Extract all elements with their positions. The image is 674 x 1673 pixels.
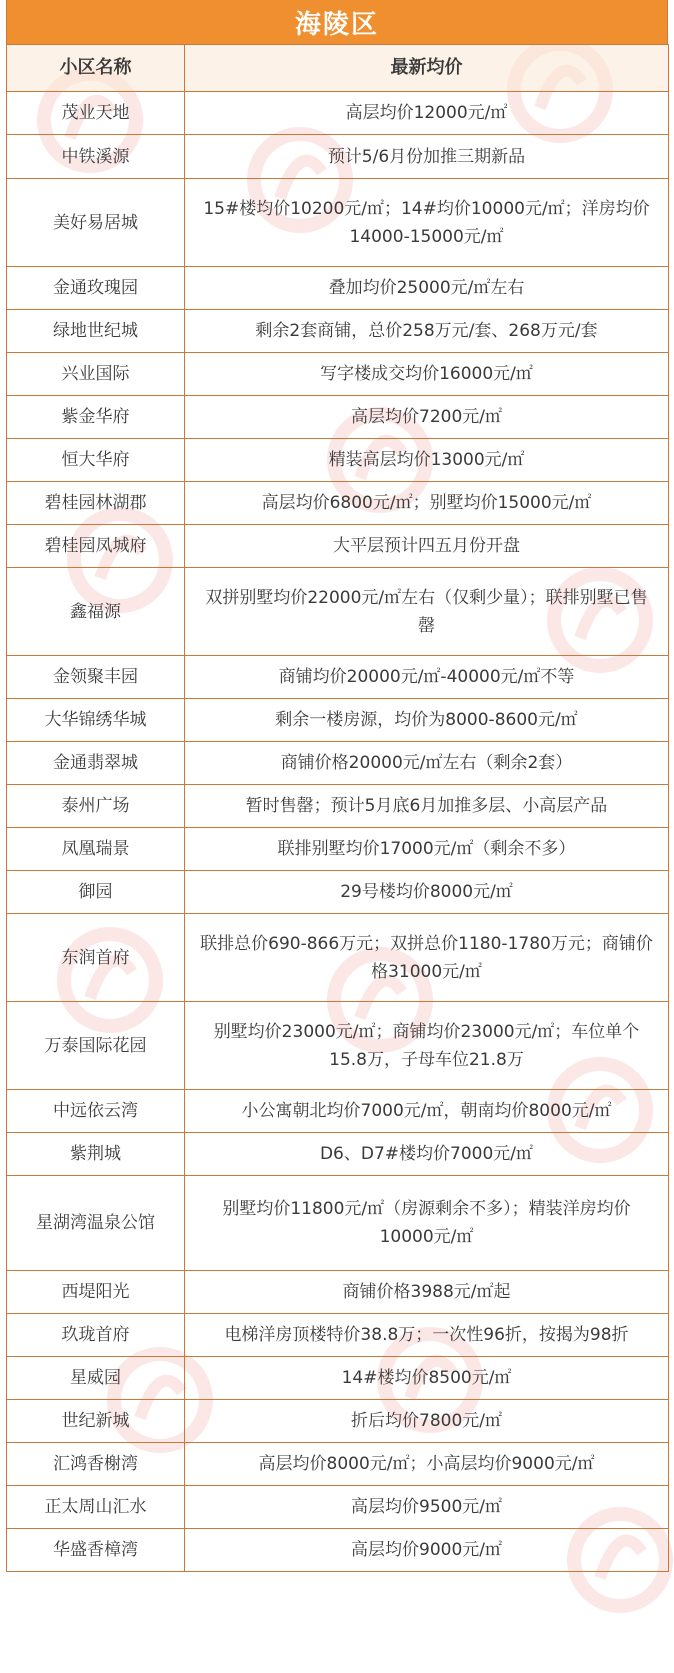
community-name: 中远依云湾 [7, 1090, 185, 1133]
latest-price: 14#楼均价8500元/㎡ [185, 1357, 669, 1400]
latest-price: 折后均价7800元/㎡ [185, 1400, 669, 1443]
latest-price: 预计5/6月份加推三期新品 [185, 135, 669, 179]
header-row [7, 45, 669, 92]
table-row [7, 92, 669, 135]
table-row [7, 656, 669, 699]
latest-price: 别墅均价11800元/㎡（房源剩余不多）；精装洋房均价10000元/㎡ [185, 1176, 669, 1271]
community-name: 泰州广场 [7, 785, 185, 828]
community-name: 正太周山汇水 [7, 1486, 185, 1529]
community-name: 恒大华府 [7, 439, 185, 482]
latest-price: 大平层预计四五月份开盘 [185, 525, 669, 568]
latest-price: 小公寓朝北均价7000元/㎡，朝南均价8000元/㎡ [185, 1090, 669, 1133]
latest-price: 高层均价6800元/㎡；别墅均价15000元/㎡ [185, 482, 669, 525]
table-row [7, 1400, 669, 1443]
community-name: 金通玫瑰园 [7, 267, 185, 310]
community-name: 绿地世纪城 [7, 310, 185, 353]
latest-price: 电梯洋房顶楼特价38.8万；一次性96折，按揭为98折 [185, 1314, 669, 1357]
community-name: 大华锦绣华城 [7, 699, 185, 742]
header-name: 小区名称 [7, 45, 185, 92]
community-name: 汇鸿香榭湾 [7, 1443, 185, 1486]
latest-price: 15#楼均价10200元/㎡；14#均价10000元/㎡；洋房均价14000-15000元/㎡ [185, 179, 669, 267]
table-row [7, 828, 669, 871]
community-name: 西堤阳光 [7, 1271, 185, 1314]
community-name: 茂业天地 [7, 92, 185, 135]
table-row [7, 568, 669, 656]
latest-price: 联排别墅均价17000元/㎡（剩余不多） [185, 828, 669, 871]
table-row [7, 396, 669, 439]
table-row [7, 310, 669, 353]
table-row [7, 439, 669, 482]
latest-price: D6、D7#楼均价7000元/㎡ [185, 1133, 669, 1176]
latest-price: 商铺价格20000元/㎡左右（剩余2套） [185, 742, 669, 785]
table-body [7, 92, 669, 1572]
table-row [7, 914, 669, 1002]
price-table [6, 44, 669, 1572]
community-name: 华盛香樟湾 [7, 1529, 185, 1572]
table-row [7, 267, 669, 310]
latest-price: 双拼别墅均价22000元/㎡左右（仅剩少量）；联排别墅已售罄 [185, 568, 669, 656]
community-name: 东润首府 [7, 914, 185, 1002]
table-row [7, 699, 669, 742]
table-row [7, 1271, 669, 1314]
latest-price: 高层均价8000元/㎡；小高层均价9000元/㎡ [185, 1443, 669, 1486]
community-name: 碧桂园林湖郡 [7, 482, 185, 525]
community-name: 玖珑首府 [7, 1314, 185, 1357]
latest-price: 剩余2套商铺，总价258万元/套、268万元/套 [185, 310, 669, 353]
community-name: 世纪新城 [7, 1400, 185, 1443]
community-name: 中铁溪源 [7, 135, 185, 179]
district-title: 海陵区 [6, 0, 668, 44]
table-row [7, 871, 669, 914]
community-name: 碧桂园凤城府 [7, 525, 185, 568]
table-row [7, 1133, 669, 1176]
table-row [7, 135, 669, 179]
community-name: 凤凰瑞景 [7, 828, 185, 871]
community-name: 金领聚丰园 [7, 656, 185, 699]
community-name: 美好易居城 [7, 179, 185, 267]
latest-price: 精装高层均价13000元/㎡ [185, 439, 669, 482]
latest-price: 剩余一楼房源，均价为8000-8600元/㎡ [185, 699, 669, 742]
table-row [7, 785, 669, 828]
community-name: 御园 [7, 871, 185, 914]
community-name: 紫荆城 [7, 1133, 185, 1176]
table-row [7, 1314, 669, 1357]
table-row [7, 525, 669, 568]
latest-price: 高层均价9000元/㎡ [185, 1529, 669, 1572]
community-name: 星湖湾温泉公馆 [7, 1176, 185, 1271]
table-row [7, 1002, 669, 1090]
table-row [7, 1443, 669, 1486]
community-name: 紫金华府 [7, 396, 185, 439]
community-name: 星威园 [7, 1357, 185, 1400]
table-row [7, 482, 669, 525]
community-name: 兴业国际 [7, 353, 185, 396]
table-row [7, 742, 669, 785]
latest-price: 高层均价9500元/㎡ [185, 1486, 669, 1529]
table-row [7, 1486, 669, 1529]
table-row [7, 1176, 669, 1271]
table-row [7, 1357, 669, 1400]
latest-price: 高层均价7200元/㎡ [185, 396, 669, 439]
latest-price: 写字楼成交均价16000元/㎡ [185, 353, 669, 396]
latest-price: 暂时售罄；预计5月底6月加推多层、小高层产品 [185, 785, 669, 828]
latest-price: 商铺均价20000元/㎡-40000元/㎡不等 [185, 656, 669, 699]
community-name: 万泰国际花园 [7, 1002, 185, 1090]
latest-price: 商铺价格3988元/㎡起 [185, 1271, 669, 1314]
latest-price: 叠加均价25000元/㎡左右 [185, 267, 669, 310]
table-row [7, 1529, 669, 1572]
header-price: 最新均价 [185, 45, 669, 92]
community-name: 鑫福源 [7, 568, 185, 656]
table-row [7, 179, 669, 267]
latest-price: 29号楼均价8000元/㎡ [185, 871, 669, 914]
table-row [7, 353, 669, 396]
latest-price: 高层均价12000元/㎡ [185, 92, 669, 135]
community-name: 金通翡翠城 [7, 742, 185, 785]
latest-price: 别墅均价23000元/㎡；商铺均价23000元/㎡；车位单个15.8万，子母车位21.8万 [185, 1002, 669, 1090]
table-row [7, 1090, 669, 1133]
latest-price: 联排总价690-866万元；双拼总价1180-1780万元；商铺价格31000元/㎡ [185, 914, 669, 1002]
